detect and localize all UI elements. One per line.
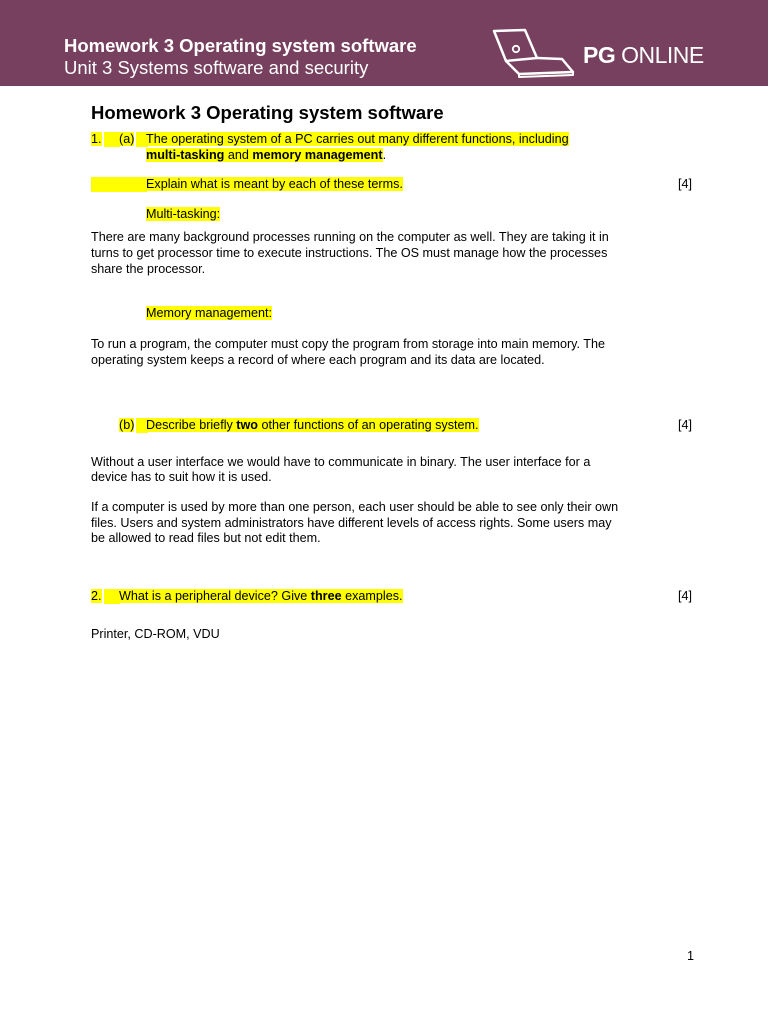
q2-number: 2. bbox=[91, 589, 102, 603]
highlight-indent bbox=[91, 177, 147, 192]
multitasking-answer-1: There are many background processes running on the computer as well. They are taking it in bbox=[91, 230, 609, 244]
logo-light: ONLINE bbox=[621, 42, 704, 68]
q1b-question bbox=[146, 417, 479, 433]
q1b-answer2-line3: be allowed to read files but not edit them. bbox=[91, 531, 321, 545]
q1b-label-block bbox=[119, 417, 134, 433]
q1a-question-line2 bbox=[146, 147, 386, 163]
multitasking-answer-3: share the processor. bbox=[91, 262, 206, 276]
q2-number-block bbox=[91, 588, 102, 604]
q1-number-block bbox=[91, 131, 102, 147]
q1a-explain-text: Explain what is meant by each of these terms. bbox=[146, 177, 403, 191]
highlight-gap bbox=[104, 132, 120, 147]
brand-logo bbox=[583, 40, 704, 70]
header-title: Homework 3 Operating system software bbox=[64, 35, 417, 56]
q2-answer: Printer, CD-ROM, VDU bbox=[91, 627, 220, 641]
q1b-post: other functions of an operating system. bbox=[257, 418, 479, 432]
header-subtitle: Unit 3 Systems software and security bbox=[64, 57, 369, 78]
q2-pre: What is a peripheral device? Give bbox=[119, 589, 311, 603]
q1a-text1: The operating system of a PC carries out many different functions, including bbox=[146, 132, 569, 146]
q2-bold: three bbox=[310, 589, 342, 603]
multitasking-label-text: Multi-tasking: bbox=[146, 207, 221, 221]
q1a-label: (a) bbox=[119, 132, 135, 146]
q1a-marks: [4] bbox=[678, 177, 693, 191]
q2-marks: [4] bbox=[678, 589, 693, 603]
q1a-term2: memory management bbox=[252, 148, 383, 162]
q1a-term1: multi-tasking bbox=[146, 148, 225, 162]
q1b-label: (b) bbox=[119, 418, 135, 432]
memory-management-label bbox=[146, 305, 272, 321]
q1b-bold: two bbox=[236, 418, 258, 432]
multitasking-label bbox=[146, 206, 220, 222]
document-title: Homework 3 Operating system software bbox=[91, 102, 444, 123]
q1b-marks: [4] bbox=[678, 418, 693, 432]
q1b-answer1-line1: Without a user interface we would have to communicate in binary. The user interface for a bbox=[91, 455, 591, 469]
q1a-explain bbox=[146, 176, 403, 192]
memory-answer-1: To run a program, the computer must copy the program from storage into main memory. The bbox=[91, 337, 605, 351]
multitasking-answer-2: turns to get processor time to execute instructions. The OS must manage how the processes bbox=[91, 246, 608, 260]
memory-management-label-text: Memory management: bbox=[146, 306, 272, 320]
q1b-pre: Describe briefly bbox=[146, 418, 237, 432]
q1b-answer2-line2: files. Users and system administrators have different levels of access rights. Some users may bbox=[91, 516, 612, 530]
q1a-question-line1 bbox=[146, 131, 569, 147]
logo-bold: PG bbox=[583, 42, 616, 68]
q2-question bbox=[119, 588, 403, 604]
header-banner bbox=[0, 0, 768, 86]
q1a-and: and bbox=[224, 148, 253, 162]
q2-post: examples. bbox=[341, 589, 403, 603]
highlight-gap bbox=[104, 589, 120, 604]
q1-number: 1. bbox=[91, 132, 102, 146]
page-number: 1 bbox=[687, 949, 695, 963]
laptop-icon bbox=[489, 28, 575, 80]
q1a-end: . bbox=[382, 148, 387, 162]
q1b-answer2-line1: If a computer is used by more than one person, each user should be able to see only their own bbox=[91, 500, 619, 514]
q1b-answer1-line2: device has to suit how it is used. bbox=[91, 470, 272, 484]
memory-answer-2: operating system keeps a record of where each program and its data are located. bbox=[91, 353, 545, 367]
q1a-label-block bbox=[119, 131, 134, 147]
